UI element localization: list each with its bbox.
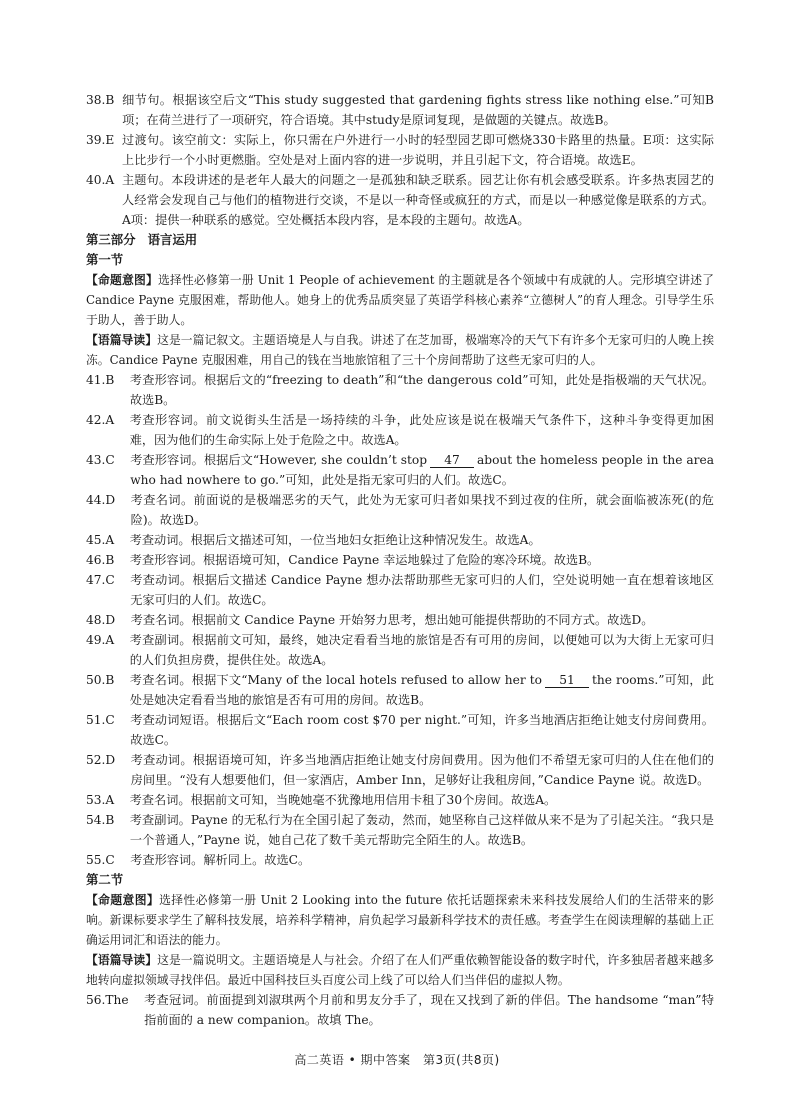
answer-item-54 <box>86 810 714 850</box>
answer-number: 51.C <box>86 713 131 727</box>
passage-guide-one <box>86 330 714 370</box>
answer-item-50 <box>86 670 714 710</box>
guide-text: 这是一篇说明文。主题语境是人与社会。介绍了在人们严重依赖智能设备的数字时代，许多独居者越来越多地转向虚拟领域寻找伴侣。最近中国科技巨头百度公司上线了可以给人们当伴侣的虚拟人物。 <box>86 953 714 987</box>
answer-number: 38.B <box>86 93 123 107</box>
answer-explanation: 过渡句。该空前文：实际上，你只需在户外进行一小时的轻型园艺即可燃烧330卡路里的热量。E项：这实际上比步行一个小时更燃脂。空处是对上面内容的进一步说明，并且引起下文，符合语境。故选E。 <box>122 133 714 167</box>
blank-number: 47 <box>430 453 474 468</box>
answer-item-51 <box>86 710 714 750</box>
page-footer: 高二英语 • 期中答案 第3页(共8页) <box>294 1053 500 1067</box>
answer-explanation: 考查动词短语。根据后文“Each room cost $70 per night.”可知，许多当地酒店拒绝让她支付房间费用。故选C。 <box>130 713 714 747</box>
part-title: 语言运用 <box>147 232 198 247</box>
answer-item-47 <box>86 570 714 610</box>
answer-item-42 <box>86 410 714 450</box>
explanation-before-blank: 考查形容词。根据后文“However, she couldn’t stop <box>130 453 428 467</box>
answer-explanation: 细节句。根据该空后文“This study suggested that gardening fights stress like nothing else.”可知B项；在荷兰进行了一项研究，符合语境。其中study是原词复现，是做题的关键点。故选B。 <box>122 93 714 127</box>
answer-number: 42.A <box>86 413 130 427</box>
answer-number: 55.C <box>86 853 131 867</box>
answer-number: 48.D <box>86 613 131 627</box>
answer-explanation: 考查名词。根据前文可知，当晚她毫不犹豫地用信用卡租了30个房间。故选A。 <box>129 793 557 807</box>
answer-number: 46.B <box>86 553 130 567</box>
answer-number: 43.C <box>86 453 131 467</box>
intent-tag: 【命题意图】 <box>86 273 158 287</box>
answer-number: 39.E <box>86 133 123 147</box>
explanation-after-blank: about the homeless people in the area who had nowhere to go.”可知，此处是指无家可归的人们。故选C。 <box>130 453 714 487</box>
answer-number: 47.C <box>86 573 131 587</box>
answer-item-38 <box>86 90 714 130</box>
answer-number: 53.A <box>86 793 130 807</box>
answer-explanation: 考查形容词。解析同上。故选C。 <box>130 853 311 867</box>
answer-item-55 <box>86 850 714 870</box>
intent-text: 选择性必修第一册 Unit 1 People of achievement 的主题就是各个领域中有成就的人。完形填空讲述了 Candice Payne 克服困难，帮助他人。她身上的优秀品质突显了英语学科核心素养“立德树人”的育人理念。引导学生乐于助人，善于助人。 <box>86 273 714 327</box>
answer-number: 44.D <box>86 493 131 507</box>
intent-tag: 【命题意图】 <box>86 893 160 907</box>
section-one-heading: 第一节 <box>86 252 124 267</box>
answer-explanation: 考查副词。根据前文可知，最终，她决定看看当地的旅馆是否有可用的房间，以便她可以为大街上无家可归的人们负担房费，提供住处。故选A。 <box>129 633 714 667</box>
answer-number: 54.B <box>86 813 130 827</box>
guide-tag: 【语篇导读】 <box>86 953 158 967</box>
answer-item-43 <box>86 450 714 490</box>
proposition-intent-two <box>86 890 714 950</box>
answer-item-52 <box>86 750 714 790</box>
answer-explanation: 考查名词。根据前文 Candice Payne 开始努力思考，想出她可能提供帮助的不同方式。故选D。 <box>130 613 654 627</box>
answer-number: 40.A <box>86 173 122 187</box>
part-label: 第三部分 <box>86 232 136 247</box>
answer-number: 45.A <box>86 533 130 547</box>
answer-explanation: 考查冠词。前面提到刘淑琪两个月前和男友分手了，现在又找到了新的伴侣。The handsome “man”特指前面的 a new companion。故填 The。 <box>144 993 714 1027</box>
explanation-after-blank: the rooms.”可知，此处是她决定看看当地的旅馆是否有可用的房间。故选B。 <box>129 673 714 707</box>
proposition-intent-one <box>86 270 714 330</box>
part-three-heading <box>86 230 714 250</box>
intent-text: 选择性必修第一册 Unit 2 Looking into the future 依托话题探索未来科技发展给人们的生活带来的影响。新课标要求学生了解科技发展，培养科学精神，肩负起学习最新科学技术的责任感。考查学生在阅读理解的基础上正确运用词汇和语法的能力。 <box>86 893 714 947</box>
answer-number: 49.A <box>86 633 130 647</box>
section-two-heading: 第二节 <box>86 872 124 887</box>
answer-item-56 <box>86 990 714 1030</box>
guide-text: 这是一篇记叙文。主题语境是人与自我。讲述了在芝加哥，极端寒冷的天气下有许多个无家可归的人晚上挨冻。Candice Payne 克服困难，用自己的钱在当地旅馆租了三十个房间帮助了这些无家可归的人。 <box>86 333 714 367</box>
answer-number: 52.D <box>86 753 131 767</box>
answer-item-40 <box>86 170 714 230</box>
answer-explanation: 考查动词。根据语境可知，许多当地酒店拒绝让她支付房间费用。因为他们不希望无家可归的人住在他们的房间里。“没有人想要他们，但一家酒店，Amber Inn，足够好让我租房间，”Candice Payne 说。故选D。 <box>130 753 714 787</box>
answer-explanation: 考查形容词。根据语境可知，Candice Payne 幸运地躲过了危险的寒冷环境。故选B。 <box>129 553 600 567</box>
answer-number: 41.B <box>86 373 130 387</box>
blank-number: 51 <box>545 673 589 688</box>
answer-explanation: 考查动词。根据后文描述 Candice Payne 想办法帮助那些无家可归的人们，空处说明她一直在想着该地区无家可归的人们。故选C。 <box>130 573 714 607</box>
answer-explanation: 主题句。本段讲述的是老年人最大的问题之一是孤独和缺乏联系。园艺让你有机会感受联系。许多热衷园艺的人经常会发现自己与他们的植物进行交谈，不是以一种奇怪或疯狂的方式，而是以一种感觉像是联系的方式。A项：提供一种联系的感觉。空处概括本段内容，是本段的主题句。故选A。 <box>121 173 714 227</box>
guide-tag: 【语篇导读】 <box>86 333 158 347</box>
answer-explanation <box>130 450 714 490</box>
answer-item-49 <box>86 630 714 670</box>
answer-explanation: 考查形容词。根据后文的“freezing to death”和“the dangerous cold”可知，此处是指极端的天气状况。故选B。 <box>129 373 714 407</box>
answer-item-44 <box>86 490 714 530</box>
answer-page <box>86 90 714 1030</box>
explanation-before-blank: 考查名词。根据下文“Many of the local hotels refused to allow her to <box>129 673 542 687</box>
answer-item-48 <box>86 610 714 630</box>
answer-item-46 <box>86 550 714 570</box>
answer-explanation: 考查动词。根据后文描述可知，一位当地妇女拒绝让这种情况发生。故选A。 <box>129 533 541 547</box>
answer-item-45 <box>86 530 714 550</box>
answer-explanation <box>130 670 714 710</box>
answer-number: 50.B <box>86 673 130 687</box>
answer-item-41 <box>86 370 714 410</box>
answer-explanation: 考查副词。Payne 的无私行为在全国引起了轰动，然而，她坚称自己这样做从来不是为了引起关注。“我只是一个普通人，”Payne 说，她自己花了数千美元帮助完全陌生的人。故选B。 <box>129 813 714 847</box>
passage-guide-two <box>86 950 714 990</box>
answer-number: 56.The <box>86 993 145 1007</box>
answer-explanation: 考查名词。前面说的是极端恶劣的天气，此处为无家可归者如果找不到过夜的住所，就会面临被冻死(的危险)。故选D。 <box>130 493 714 527</box>
answer-explanation: 考查形容词。前文说街头生活是一场持续的斗争，此处应该是说在极端天气条件下，这种斗争变得更加困难，因为他们的生命实际上处于危险之中。故选A。 <box>129 413 714 447</box>
answer-item-53 <box>86 790 714 810</box>
answer-item-39 <box>86 130 714 170</box>
